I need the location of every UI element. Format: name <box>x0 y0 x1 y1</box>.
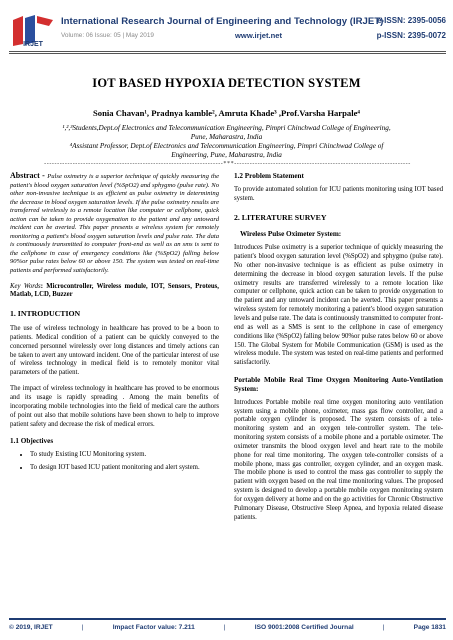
footer-copyright: © 2019, IRJET <box>9 624 53 631</box>
objectives-list <box>10 451 219 473</box>
problem-text: To provide automated solution for ICU patients monitoring using IOT based system. <box>234 185 443 202</box>
affiliation-professor: ⁴Assistant Professor, Dept.of Electronics and Telecommunication Engineering, Pimpri Chinchwad College of <box>69 142 384 150</box>
affiliation-students-location: Pune, Maharastra, India <box>190 133 263 141</box>
intro-paragraph-1: The use of wireless technology in healthcare has proved to be a boon to patients. Medical condition of a patient can be quickly conveyed to the concerned personnel wirelessly over long distances and timely actions can be taken to avert any untoward incident. One of the particular interest of use of wireless technology in medical field is to remotely monitor vital parameters of the patient. <box>10 325 219 377</box>
intro-heading: 1. INTRODUCTION <box>10 309 81 319</box>
footer-impact-factor: Impact Factor value: 7.211 <box>112 624 195 631</box>
p-issn: p-ISSN: 2395-0072 <box>376 31 446 40</box>
footer-iso: ISO 9001:2008 Certified Journal <box>254 624 354 631</box>
abstract-label: Abstract - <box>10 171 48 180</box>
right-column <box>234 172 443 530</box>
problem-heading: 1.2 Problem Statement <box>234 172 304 180</box>
logo-text: IRJET <box>23 41 43 48</box>
intro-paragraph-2: The impact of wireless technology in healthcare has proved to be enormous and its usage is rapidly spreading . Among the main benefits of incorporating mobile technologies into the field of medical care the authors of point out also that mobile solutions have been shown to help to improve patient safety and decrease the risk of medical errors. <box>10 385 219 428</box>
journal-header <box>9 14 446 48</box>
paper-title: IOT BASED HYPOXIA DETECTION SYSTEM <box>92 76 361 90</box>
objective-item: • To design IOT based ICU patient monitoring and alert system. <box>30 464 219 473</box>
affiliation-students: ¹,²,³Students,Dept.of Electronics and Telecommunication Engineering, Pimpri Chinchwad College of Engineering, <box>62 124 391 132</box>
objectives-heading: 1.1 Objectives <box>10 437 54 446</box>
literature-paragraph-2: Introduces Portable mobile real time oxygen monitoring auto ventilation system using a mobile phone, oximeter, mass gas flow controller, and a portable oxygen cylinder is proposed. The system consists of a tele-monitoring system and an oxygen tele-controller system. The tele-monitoring system consists of a mobile phone and a portable oximeter. The oximeter transmits the blood oxygen level and heart rate to the mobile phone for real time monitoring. The oxygen tele-controller consists of a mobile phone, mass gas controller, oxygen cylinder, and an oxygen mask. The mobile phone is used to control the mass gas controller to supply the patient with oxygen based on the real time monitoring values. The proposed system is designed to develop a portable mobile oxygen monitoring system for oxygen delivery at home and on the go activities for Chronic Obstructive Pulmonary Disease, Obstructive Sleep Apnea, and hypoxia related disease patients. <box>234 398 443 521</box>
authors: Sonia Chavan¹, Pradnya kamble², Amruta Khade³ ,Prof.Varsha Harpale⁴ <box>93 108 360 118</box>
footer-divider <box>9 618 446 620</box>
literature-sub-1: Wireless Pulse Oximeter System: <box>240 230 342 239</box>
volume-info: Volume: 06 Issue: 05 | May 2019 <box>61 32 154 39</box>
footer-page-number: Page 1831 <box>413 624 446 631</box>
journal-footer: © 2019, IRJET | Impact Factor value: 7.211 | ISO 9001:2008 Certified Journal | Page 1831 <box>9 624 446 631</box>
journal-title: International Research Journal of Engineering and Technology (IRJET) <box>61 16 384 27</box>
keywords <box>10 283 219 301</box>
header-divider <box>9 51 446 52</box>
keywords-text: : Microcontroller, Wireless module, IOT, Sensors, Proteus, Matlab, LCD, Buzzer <box>10 282 219 299</box>
literature-heading: 2. LITERATURE SURVEY <box>234 212 327 222</box>
keywords-label: Key Words <box>10 282 41 290</box>
journal-website-link[interactable]: www.irjet.net <box>235 31 282 40</box>
left-column <box>10 172 219 477</box>
affiliation-professor-location: Engineering, Pune, Maharastra, India <box>171 151 282 159</box>
irjet-logo <box>9 14 57 48</box>
abstract-text: Pulse oximetry is a superior technique of quickly measuring the patient's blood oxygen saturation level (%SpO2) and sphygmo (pulse rate). No other non-invasive technique is as efficient as pulse oximetry in determining the decrease in blood oxygen saturation levels. If the pulse oximetry results are transferred wirelessly to a remote location like computer or cellphone, quick action can be taken to provide oxygenation to the patient and any untoward incident can be averted. This paper presents a wireless system for remotely monitoring a patient's blood oxygen saturation levels and pulse rate. The data is continuously transmitted to computer front-end as well as an sms is sent to the cellphone in case of emergency conditions like (%SpO2) falling below 90%or pulse rates below 60 or above 150. The system was tested on real-time patients and performed satisfactorily. <box>10 173 219 275</box>
literature-sub-2: Portable Mobile Real Time Oxygen Monitoring Auto-Ventilation System: <box>234 376 443 393</box>
literature-paragraph-1: Introduces Pulse oximetry is a superior technique of quickly measuring the patient's blood oxygen saturation level (%SpO2) and sphygmo (pulse rate). No other non-invasive technique is as efficient as pulse oximetry in determining the decrease in blood oxygen saturation levels. If the pulse oximetry results are transferred wirelessly to a remote location like computer or cellphone, quick action can be taken to provide oxygenation to the patient and any untoward incident can be averted. This paper presents a wireless system for remotely monitoring a patient's blood oxygen saturation levels and pulse rate. The data is continuously transmitted to computer front-end as well as a SMS is sent to the cellphone in case of emergency conditions like (%SpO2) falling below 90%or pulse rates below 60 or above 150. The Global System for Mobile Communication (GSM) is used as the wireless module. The system was tested on real-time patients and performed satisfactorily. <box>234 244 444 367</box>
abstract <box>10 172 219 276</box>
section-separator: ---------------------------------------------------------------------***-------------------------------------------------------------------- <box>44 161 411 167</box>
header-divider-2 <box>9 53 446 54</box>
e-issn: e-ISSN: 2395-0056 <box>377 16 446 25</box>
objective-item: • To study Existing ICU Monitoring system. <box>30 451 219 460</box>
